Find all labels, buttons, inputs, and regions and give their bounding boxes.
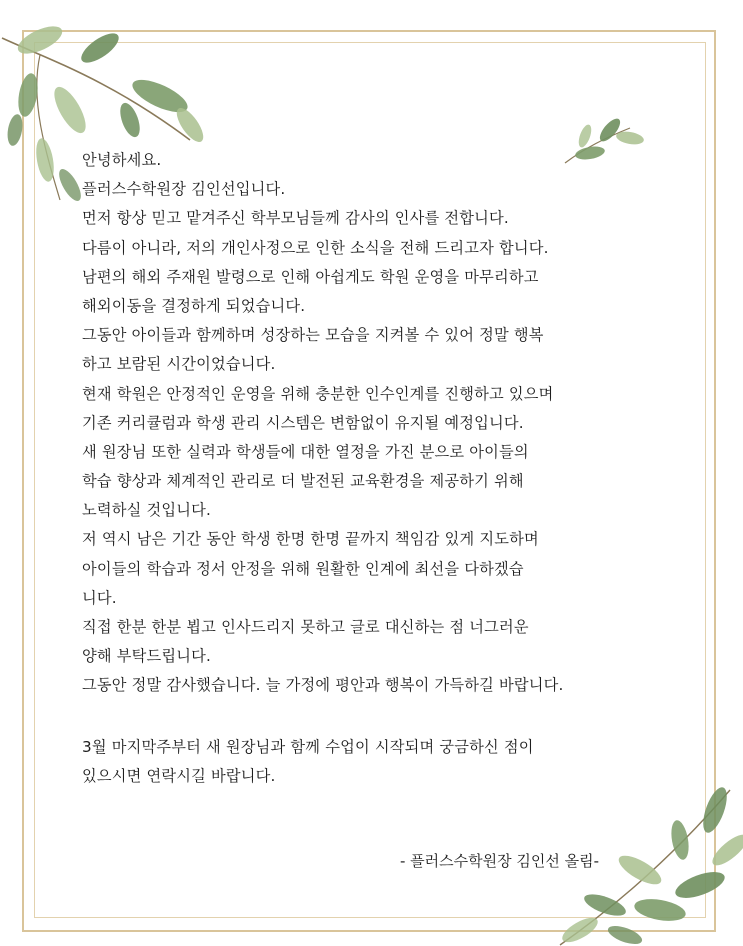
letter-line: 있으시면 연락시길 바랍니다. (82, 766, 276, 785)
letter-line: 직접 한분 한분 뵙고 인사드리지 못하고 글로 대신하는 점 너그러운 (82, 618, 529, 636)
letter-line: 해외이동을 결정하게 되었습니다. (82, 296, 306, 315)
letter-line: 먼저 항상 믿고 맡겨주신 학부모님들께 감사의 인사를 전합니다. (82, 209, 509, 228)
letter-line: 아이들의 학습과 정서 안정을 위해 원활한 인계에 최선을 다하겠습 (82, 559, 524, 578)
letter-line: 니다. (82, 588, 117, 607)
letter-line: 3월 마지막주부터 새 원장님과 함께 수업이 시작되며 궁금하신 점이 (82, 737, 534, 756)
letter-line: 저 역시 남은 기간 동안 학생 한명 한명 끝까지 책임감 있게 지도하며 (82, 530, 539, 549)
letter-line: 양해 부탁드립니다. (82, 647, 212, 666)
letter-line-greeting: 안녕하세요. (82, 151, 162, 169)
letter-line: 하고 보람된 시간이었습니다. (82, 355, 276, 374)
letter-line: 학습 향상과 체계적인 관리로 더 발전된 교육환경을 제공하기 위해 (82, 472, 524, 491)
letter-line: 그동안 아이들과 함께하며 성장하는 모습을 지켜볼 수 있어 정말 행복 (82, 326, 544, 345)
letter-body (82, 146, 672, 791)
letter-line: 다름이 아니라, 저의 개인사정으로 인한 소식을 전해 드리고자 합니다. (82, 238, 549, 257)
letter-line: 새 원장님 또한 실력과 학생들에 대한 열정을 가진 분으로 아이들의 (82, 442, 529, 461)
letter-line: 남편의 해외 주재원 발령으로 인해 아쉽게도 학원 운영을 마무리하고 (82, 267, 539, 286)
paragraph-spacer (82, 701, 672, 733)
letter-line-intro: 플러스수학원장 김인선입니다. (82, 180, 286, 199)
letter-line: 현재 학원은 안정적인 운영을 위해 충분한 인수인계를 진행하고 있으며 (82, 384, 554, 403)
letter-line: 노력하실 것입니다. (82, 501, 212, 520)
letter-line: 기존 커리큘럼과 학생 관리 시스템은 변함없이 유지될 예정입니다. (82, 413, 524, 432)
letter-line: 그동안 정말 감사했습니다. 늘 가정에 평안과 행복이 가득하길 바랍니다. (82, 676, 564, 695)
letter-signature: - 플러스수학원장 김인선 올림- (400, 852, 600, 870)
